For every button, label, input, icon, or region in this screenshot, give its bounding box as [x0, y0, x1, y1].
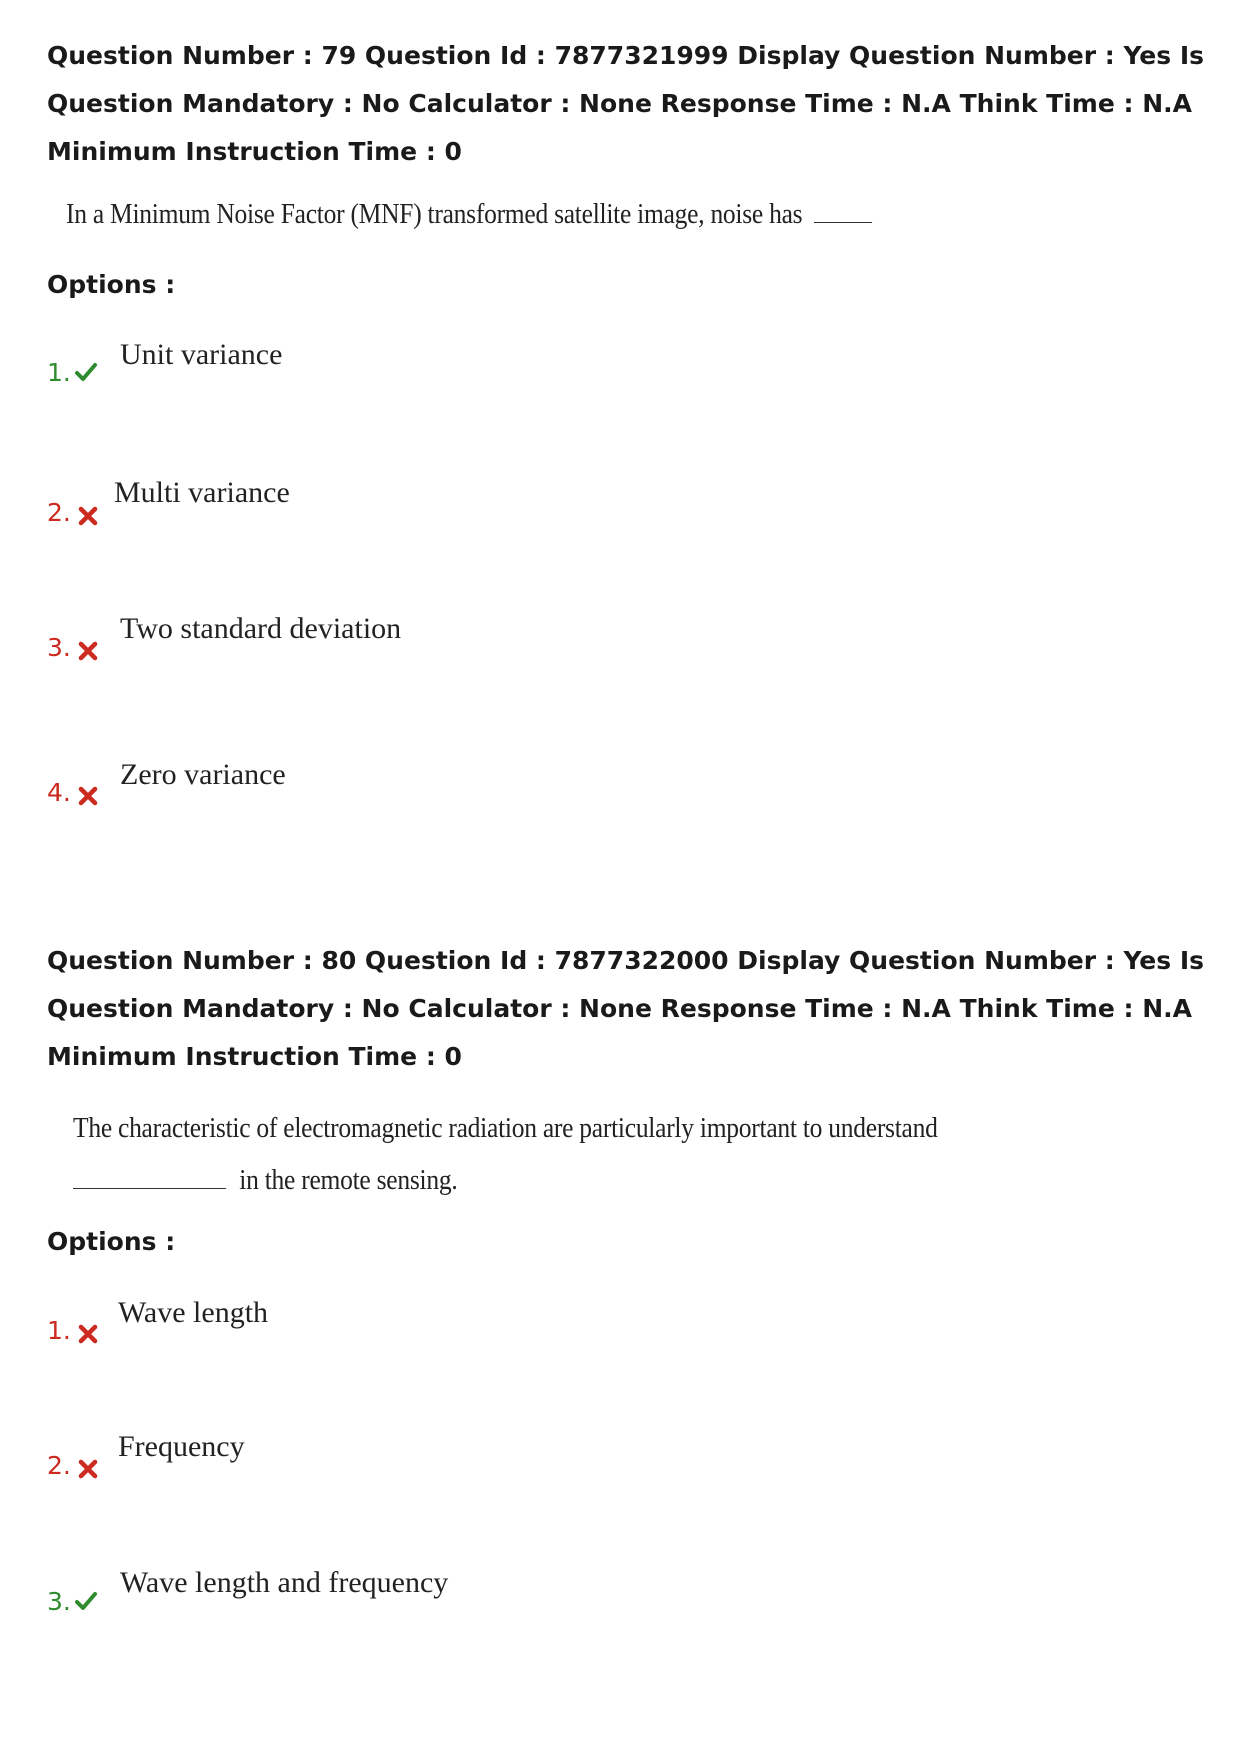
- check-icon: [74, 1589, 98, 1613]
- option-number: 3.: [47, 1587, 71, 1616]
- option-text: Two standard deviation: [120, 612, 402, 645]
- option-text: Unit variance: [120, 338, 283, 371]
- options-label: Options :: [47, 1227, 176, 1256]
- question-meta: Question Number : 80 Question Id : 7877322000 Display Question Number : Yes Is Question Mandatory : No Calculator : None Response Time : N.A Think Time : N.A Minimum Instruction Time : 0: [47, 946, 1205, 1071]
- question-stem: [66, 198, 872, 231]
- option-number: 2.: [47, 1451, 71, 1480]
- question-meta: Question Number : 79 Question Id : 7877321999 Display Question Number : Yes Is Question Mandatory : No Calculator : None Response Time : N.A Think Time : N.A Minimum Instruction Time : 0: [47, 41, 1205, 166]
- cross-icon: [76, 784, 100, 808]
- option-number: 3.: [47, 633, 71, 662]
- answer-blank: [814, 198, 872, 223]
- option-text: Wave length: [118, 1296, 269, 1329]
- question-stem-text: in the remote sensing.: [239, 1164, 458, 1196]
- option-number: 4.: [47, 778, 71, 807]
- option-number: 2.: [47, 498, 71, 527]
- cross-icon: [76, 1322, 100, 1346]
- option-text: Zero variance: [120, 758, 286, 791]
- cross-icon: [76, 639, 100, 663]
- question-stem: [73, 1164, 457, 1197]
- option-number: 1.: [47, 1316, 71, 1345]
- question-stem: The characteristic of electromagnetic radiation are particularly important to understand: [73, 1112, 938, 1144]
- option-text: Wave length and frequency: [120, 1566, 449, 1599]
- option-number: 1.: [47, 358, 71, 387]
- option-text: Multi variance: [114, 476, 290, 509]
- answer-blank: [73, 1164, 226, 1189]
- options-label: Options :: [47, 270, 176, 299]
- cross-icon: [76, 504, 100, 528]
- check-icon: [74, 360, 98, 384]
- option-text: Frequency: [118, 1430, 245, 1463]
- question-stem-text: In a Minimum Noise Factor (MNF) transformed satellite image, noise has: [66, 198, 803, 230]
- cross-icon: [76, 1457, 100, 1481]
